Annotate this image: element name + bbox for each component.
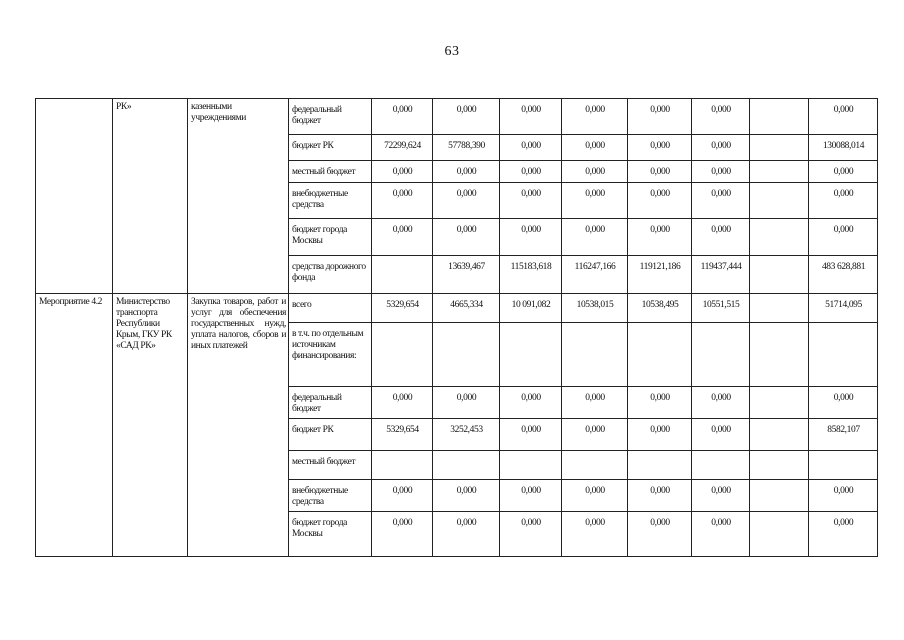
value-cell bbox=[628, 323, 692, 387]
value-cell bbox=[750, 451, 809, 480]
value-cell: 0,000 bbox=[628, 419, 692, 451]
value-cell: 10551,515 bbox=[692, 294, 750, 323]
value-cell: 13639,467 bbox=[433, 256, 500, 294]
value-cell bbox=[809, 323, 878, 387]
value-cell: 0,000 bbox=[692, 99, 750, 135]
value-cell: 0,000 bbox=[372, 387, 433, 419]
value-cell: 0,000 bbox=[562, 135, 628, 161]
funding-source-cell: бюджет города Москвы bbox=[289, 219, 372, 256]
value-cell: 0,000 bbox=[692, 387, 750, 419]
value-cell bbox=[372, 256, 433, 294]
value-cell: 0,000 bbox=[433, 183, 500, 219]
value-cell bbox=[500, 451, 562, 480]
value-cell bbox=[372, 323, 433, 387]
value-cell: 130088,014 bbox=[809, 135, 878, 161]
value-cell: 57788,390 bbox=[433, 135, 500, 161]
value-cell: 0,000 bbox=[562, 99, 628, 135]
value-cell: 0,000 bbox=[562, 512, 628, 557]
value-cell: 0,000 bbox=[628, 219, 692, 256]
page-number: 63 bbox=[444, 44, 460, 59]
value-cell: 8582,107 bbox=[809, 419, 878, 451]
funding-source-cell: местный бюджет bbox=[289, 451, 372, 480]
value-cell: 0,000 bbox=[692, 512, 750, 557]
value-cell: 10538,015 bbox=[562, 294, 628, 323]
value-cell: 0,000 bbox=[809, 183, 878, 219]
value-cell bbox=[750, 419, 809, 451]
budget-table bbox=[35, 98, 878, 557]
value-cell: 10538,495 bbox=[628, 294, 692, 323]
value-cell: 0,000 bbox=[692, 135, 750, 161]
value-cell bbox=[433, 323, 500, 387]
value-cell: 0,000 bbox=[809, 161, 878, 183]
value-cell: 10 091,082 bbox=[500, 294, 562, 323]
value-cell: 0,000 bbox=[628, 512, 692, 557]
value-cell bbox=[750, 161, 809, 183]
value-cell: 5329,654 bbox=[372, 419, 433, 451]
value-cell: 0,000 bbox=[433, 99, 500, 135]
value-cell: 0,000 bbox=[692, 161, 750, 183]
value-cell bbox=[750, 512, 809, 557]
value-cell: 5329,654 bbox=[372, 294, 433, 323]
executor-cell: РК» bbox=[113, 99, 188, 294]
value-cell: 72299,624 bbox=[372, 135, 433, 161]
value-cell: 0,000 bbox=[500, 419, 562, 451]
value-cell: 0,000 bbox=[692, 183, 750, 219]
description-text: казенными учреждениями bbox=[191, 102, 246, 123]
value-cell: 4665,334 bbox=[433, 294, 500, 323]
value-cell: 0,000 bbox=[433, 219, 500, 256]
value-cell bbox=[750, 99, 809, 135]
table-body bbox=[36, 99, 878, 557]
value-cell: 0,000 bbox=[500, 99, 562, 135]
event-cell: Мероприятие 4.2 bbox=[36, 294, 113, 557]
value-cell: 0,000 bbox=[809, 387, 878, 419]
value-cell: 0,000 bbox=[562, 387, 628, 419]
value-cell bbox=[628, 451, 692, 480]
value-cell: 0,000 bbox=[500, 183, 562, 219]
value-cell: 0,000 bbox=[372, 161, 433, 183]
value-cell: 0,000 bbox=[562, 419, 628, 451]
value-cell bbox=[750, 387, 809, 419]
description-cell bbox=[188, 294, 289, 557]
value-cell: 0,000 bbox=[692, 480, 750, 512]
value-cell bbox=[750, 219, 809, 256]
value-cell bbox=[750, 183, 809, 219]
value-cell bbox=[750, 135, 809, 161]
value-cell: 0,000 bbox=[562, 183, 628, 219]
value-cell: 0,000 bbox=[692, 419, 750, 451]
value-cell: 0,000 bbox=[433, 480, 500, 512]
value-cell: 0,000 bbox=[628, 183, 692, 219]
value-cell: 51714,095 bbox=[809, 294, 878, 323]
value-cell: 0,000 bbox=[809, 219, 878, 256]
value-cell: 119121,186 bbox=[628, 256, 692, 294]
value-cell bbox=[372, 451, 433, 480]
value-cell: 0,000 bbox=[628, 135, 692, 161]
value-cell: 0,000 bbox=[372, 512, 433, 557]
value-cell bbox=[750, 323, 809, 387]
table-row bbox=[36, 99, 878, 135]
value-cell: 3252,453 bbox=[433, 419, 500, 451]
value-cell bbox=[500, 323, 562, 387]
value-cell: 119437,444 bbox=[692, 256, 750, 294]
description-cell bbox=[188, 99, 289, 294]
value-cell: 0,000 bbox=[372, 219, 433, 256]
value-cell: 0,000 bbox=[562, 219, 628, 256]
funding-source-cell: в т.ч. по отдельным источникам финансирования: bbox=[289, 323, 372, 387]
value-cell bbox=[750, 480, 809, 512]
value-cell: 0,000 bbox=[628, 480, 692, 512]
value-cell: 0,000 bbox=[372, 99, 433, 135]
value-cell bbox=[562, 323, 628, 387]
funding-source-cell: бюджет города Москвы bbox=[289, 512, 372, 557]
value-cell: 0,000 bbox=[628, 387, 692, 419]
value-cell: 0,000 bbox=[500, 512, 562, 557]
value-cell: 0,000 bbox=[500, 387, 562, 419]
funding-source-cell: всего bbox=[289, 294, 372, 323]
value-cell: 0,000 bbox=[500, 161, 562, 183]
value-cell: 0,000 bbox=[372, 480, 433, 512]
table-row bbox=[36, 294, 878, 323]
funding-source-cell: бюджет РК bbox=[289, 419, 372, 451]
executor-cell: Министерство транспорта Республики Крым, ГКУ РК «САД РК» bbox=[113, 294, 188, 557]
value-cell: 0,000 bbox=[628, 161, 692, 183]
funding-source-cell: местный бюджет bbox=[289, 161, 372, 183]
value-cell bbox=[809, 451, 878, 480]
value-cell: 0,000 bbox=[500, 135, 562, 161]
funding-source-cell: внебюджетные средства bbox=[289, 183, 372, 219]
value-cell: 0,000 bbox=[809, 480, 878, 512]
description-text: Закупка товаров, работ и услуг для обеспечения государственных нужд, уплата налогов, сборов и иных платежей bbox=[191, 297, 286, 351]
funding-source-cell: средства дорожного фонда bbox=[289, 256, 372, 294]
value-cell: 0,000 bbox=[433, 387, 500, 419]
value-cell: 0,000 bbox=[500, 219, 562, 256]
value-cell bbox=[750, 256, 809, 294]
value-cell bbox=[692, 323, 750, 387]
value-cell: 0,000 bbox=[562, 480, 628, 512]
value-cell: 0,000 bbox=[628, 99, 692, 135]
value-cell: 0,000 bbox=[433, 512, 500, 557]
funding-source-cell: федеральный бюджет bbox=[289, 99, 372, 135]
value-cell: 115183,618 bbox=[500, 256, 562, 294]
value-cell: 0,000 bbox=[562, 161, 628, 183]
value-cell: 0,000 bbox=[372, 183, 433, 219]
value-cell: 0,000 bbox=[500, 480, 562, 512]
funding-source-cell: бюджет РК bbox=[289, 135, 372, 161]
value-cell: 483 628,881 bbox=[809, 256, 878, 294]
value-cell: 116247,166 bbox=[562, 256, 628, 294]
funding-source-cell: внебюджетные средства bbox=[289, 480, 372, 512]
value-cell: 0,000 bbox=[692, 219, 750, 256]
funding-source-cell: федеральный бюджет bbox=[289, 387, 372, 419]
event-cell bbox=[36, 99, 113, 294]
value-cell bbox=[692, 451, 750, 480]
value-cell: 0,000 bbox=[809, 512, 878, 557]
value-cell bbox=[433, 451, 500, 480]
value-cell bbox=[750, 294, 809, 323]
value-cell: 0,000 bbox=[433, 161, 500, 183]
value-cell: 0,000 bbox=[809, 99, 878, 135]
value-cell bbox=[562, 451, 628, 480]
